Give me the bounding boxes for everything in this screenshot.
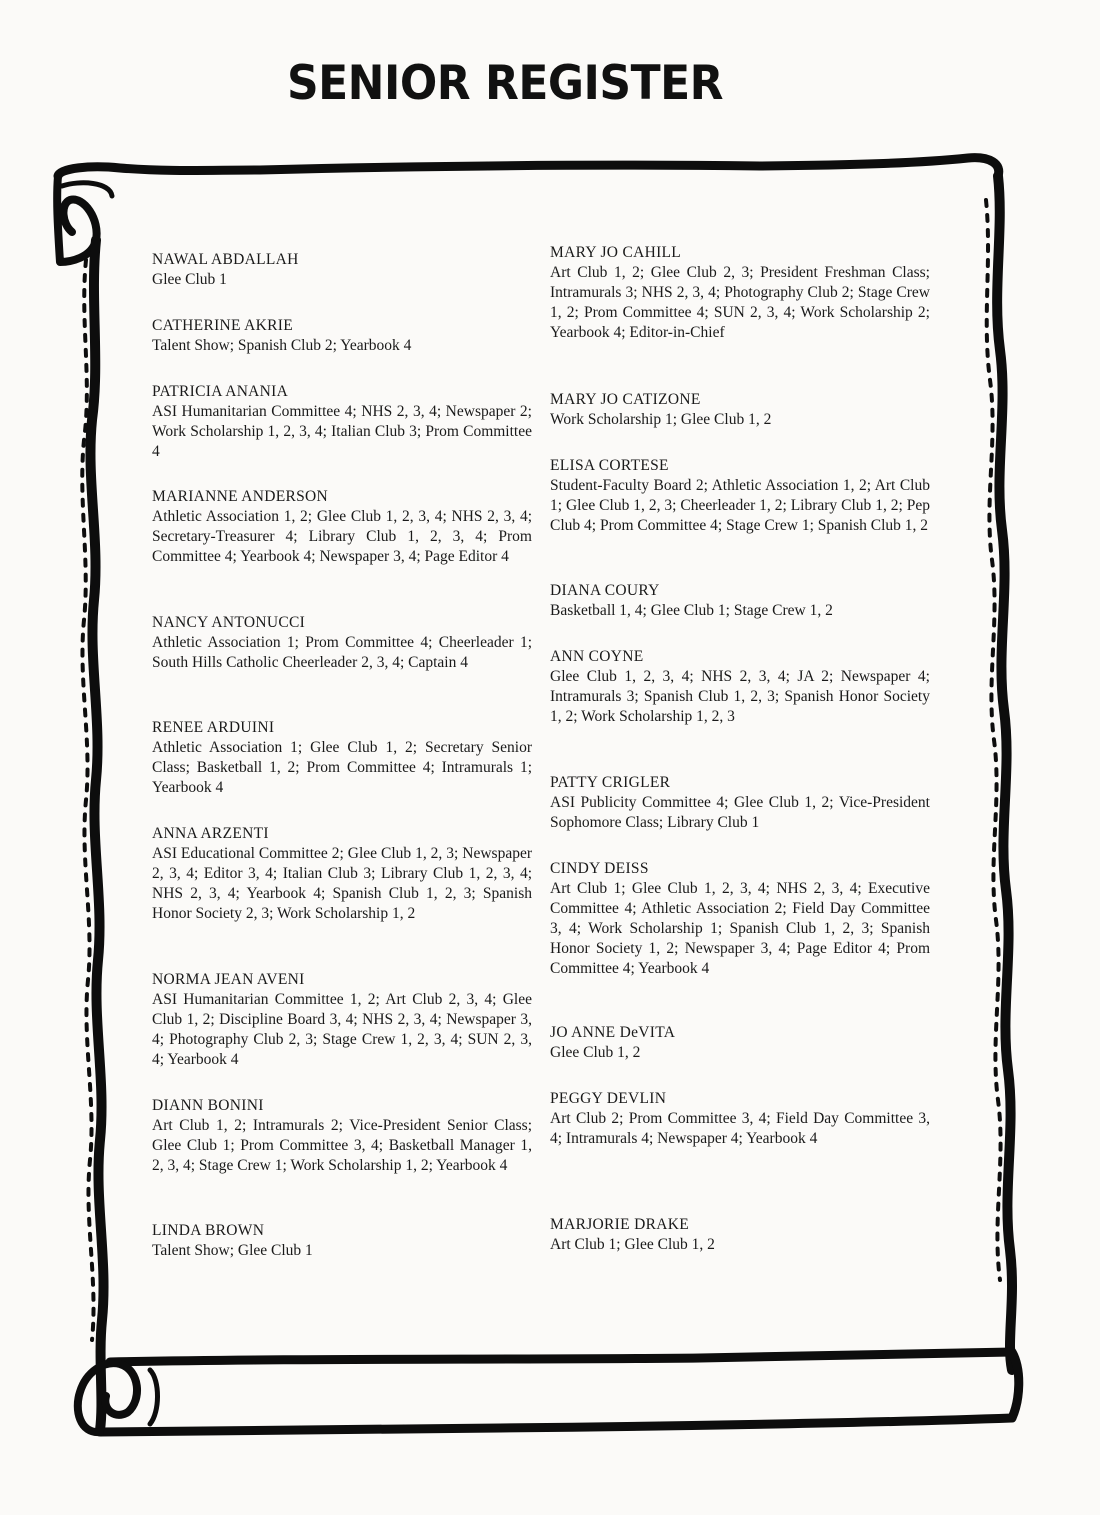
senior-activities: Art Club 1, 2; Intramurals 2; Vice-President Senior Class; Glee Club 1; Prom Committee 3, 4; Basketball Manager 1, 2, 3, 4; Stage Crew 1; Work Scholarship 1, 2; Yearbook 4 — [152, 1117, 532, 1174]
senior-name: PATRICIA ANANIA — [152, 383, 289, 400]
senior-activities: ASI Humanitarian Committee 4; NHS 2, 3, 4; Newspaper 2; Work Scholarship 1, 2, 3, 4; Italian Club 3; Prom Committee 4 — [152, 403, 532, 460]
senior-name: DIANN BONINI — [152, 1097, 264, 1114]
senior-entry — [152, 1096, 532, 1176]
senior-activities: Work Scholarship 1; Glee Club 1, 2 — [550, 411, 772, 428]
senior-activities: Art Club 2; Prom Committee 3, 4; Field Day Committee 3, 4; Intramurals 4; Newspaper 4; Yearbook 4 — [550, 1110, 930, 1147]
senior-entry — [152, 487, 532, 567]
senior-entry — [550, 647, 930, 727]
senior-activities: Athletic Association 1; Prom Committee 4; Cheerleader 1; South Hills Catholic Cheerleader 2, 3, 4; Captain 4 — [152, 634, 532, 671]
senior-name: LINDA BROWN — [152, 1222, 265, 1239]
senior-entry — [152, 718, 532, 798]
senior-entry — [152, 970, 532, 1070]
senior-name: MARIANNE ANDERSON — [152, 488, 329, 505]
senior-activities: Glee Club 1, 2, 3, 4; NHS 2, 3, 4; JA 2; Newspaper 4; Intramurals 3; Spanish Club 1, 2, 3; Spanish Honor Society 1, 2; Work Scholarship 1, 2, 3 — [550, 668, 930, 725]
senior-entry — [152, 316, 532, 356]
senior-entry — [152, 613, 532, 673]
senior-activities: Art Club 1; Glee Club 1, 2, 3, 4; NHS 2, 3, 4; Executive Committee 4; Athletic Association 2; Field Day Committee 3, 4; Work Scholarship 1; Spanish Club 1, 2, 3; Spanish Honor Society 1, 2; Newspaper 3, 4; Page Editor 4; Prom Committee 4; Yearbook 4 — [550, 880, 930, 977]
senior-entry — [152, 824, 532, 924]
senior-entry — [550, 773, 930, 833]
senior-entry — [550, 859, 930, 979]
senior-activities: Student-Faculty Board 2; Athletic Association 1, 2; Art Club 1; Glee Club 1, 2, 3; Cheerleader 1, 2; Library Club 1, 2; Pep Club 4; Prom Committee 4; Stage Crew 1; Spanish Club 1, 2 — [550, 477, 930, 534]
senior-name: NANCY ANTONUCCI — [152, 614, 306, 631]
scroll-top-curl — [58, 158, 999, 176]
senior-entry — [550, 1089, 930, 1149]
senior-activities: Glee Club 1 — [152, 271, 227, 288]
senior-name: JO ANNE DeVITA — [550, 1024, 676, 1041]
senior-activities: Art Club 1; Glee Club 1, 2 — [550, 1236, 715, 1253]
senior-activities: ASI Humanitarian Committee 1, 2; Art Club 2, 3, 4; Glee Club 1, 2; Discipline Board 3, 4; NHS 2, 3, 4; Newspaper 3, 4; Photography Club 2, 3; Stage Crew 1, 2, 3, 4; SUN 2, 3, 4; Yearbook 4 — [152, 991, 532, 1068]
senior-entry — [152, 382, 532, 462]
senior-activities: Talent Show; Glee Club 1 — [152, 1242, 313, 1259]
senior-name: NAWAL ABDALLAH — [152, 251, 299, 268]
senior-activities: Talent Show; Spanish Club 2; Yearbook 4 — [152, 337, 412, 354]
senior-name: MARY JO CAHILL — [550, 244, 682, 261]
senior-activities: Glee Club 1, 2 — [550, 1044, 641, 1061]
senior-entry — [550, 1023, 930, 1063]
senior-name: DIANA COURY — [550, 582, 660, 599]
senior-name: PATTY CRIGLER — [550, 774, 671, 791]
senior-name: ELISA CORTESE — [550, 457, 669, 474]
senior-entry — [152, 250, 532, 290]
scroll-bottom-roll — [100, 1352, 1019, 1432]
senior-entry — [550, 390, 930, 430]
senior-name: CINDY DEISS — [550, 860, 649, 877]
senior-activities: ASI Educational Committee 2; Glee Club 1, 2, 3; Newspaper 2, 3, 4; Editor 3, 4; Italian Club 3; Library Club 1, 2, 3, 4; NHS 2, 3, 4; Yearbook 4; Spanish Club 1, 2, 3; Spanish Honor Society 2, 3; Work Scholarship 1, 2 — [152, 845, 532, 922]
senior-name: MARY JO CATIZONE — [550, 391, 701, 408]
senior-activities: Athletic Association 1, 2; Glee Club 1, 2, 3, 4; NHS 2, 3, 4; Secretary-Treasurer 4; Library Club 1, 2, 3, 4; Prom Committee 4; Yearbook 4; Newspaper 3, 4; Page Editor 4 — [152, 508, 532, 565]
senior-entry — [550, 456, 930, 536]
senior-name: ANNA ARZENTI — [152, 825, 269, 842]
senior-entry — [152, 1221, 532, 1261]
senior-activities: Art Club 1, 2; Glee Club 2, 3; President Freshman Class; Intramurals 3; NHS 2, 3, 4; Photography Club 2; Stage Crew 1, 2; Prom Committee 4; SUN 2, 3, 4; Work Scholarship 2; Yearbook 4; Editor-in-Chief — [550, 264, 930, 341]
page-title: SENIOR REGISTER — [286, 55, 724, 112]
senior-entry — [550, 243, 930, 343]
senior-entry — [550, 1215, 930, 1255]
senior-name: CATHERINE AKRIE — [152, 317, 293, 334]
senior-name: PEGGY DEVLIN — [550, 1090, 667, 1107]
senior-name: MARJORIE DRAKE — [550, 1216, 689, 1233]
senior-name: NORMA JEAN AVENI — [152, 971, 305, 988]
senior-activities: Athletic Association 1; Glee Club 1, 2; Secretary Senior Class; Basketball 1, 2; Prom Committee 4; Intramurals 1; Yearbook 4 — [152, 739, 532, 796]
senior-name: RENEE ARDUINI — [152, 719, 275, 736]
senior-activities: ASI Publicity Committee 4; Glee Club 1, 2; Vice-President Sophomore Class; Library Club 1 — [550, 794, 930, 831]
senior-entry — [550, 581, 930, 621]
senior-activities: Basketball 1, 4; Glee Club 1; Stage Crew 1, 2 — [550, 602, 833, 619]
senior-name: ANN COYNE — [550, 648, 644, 665]
